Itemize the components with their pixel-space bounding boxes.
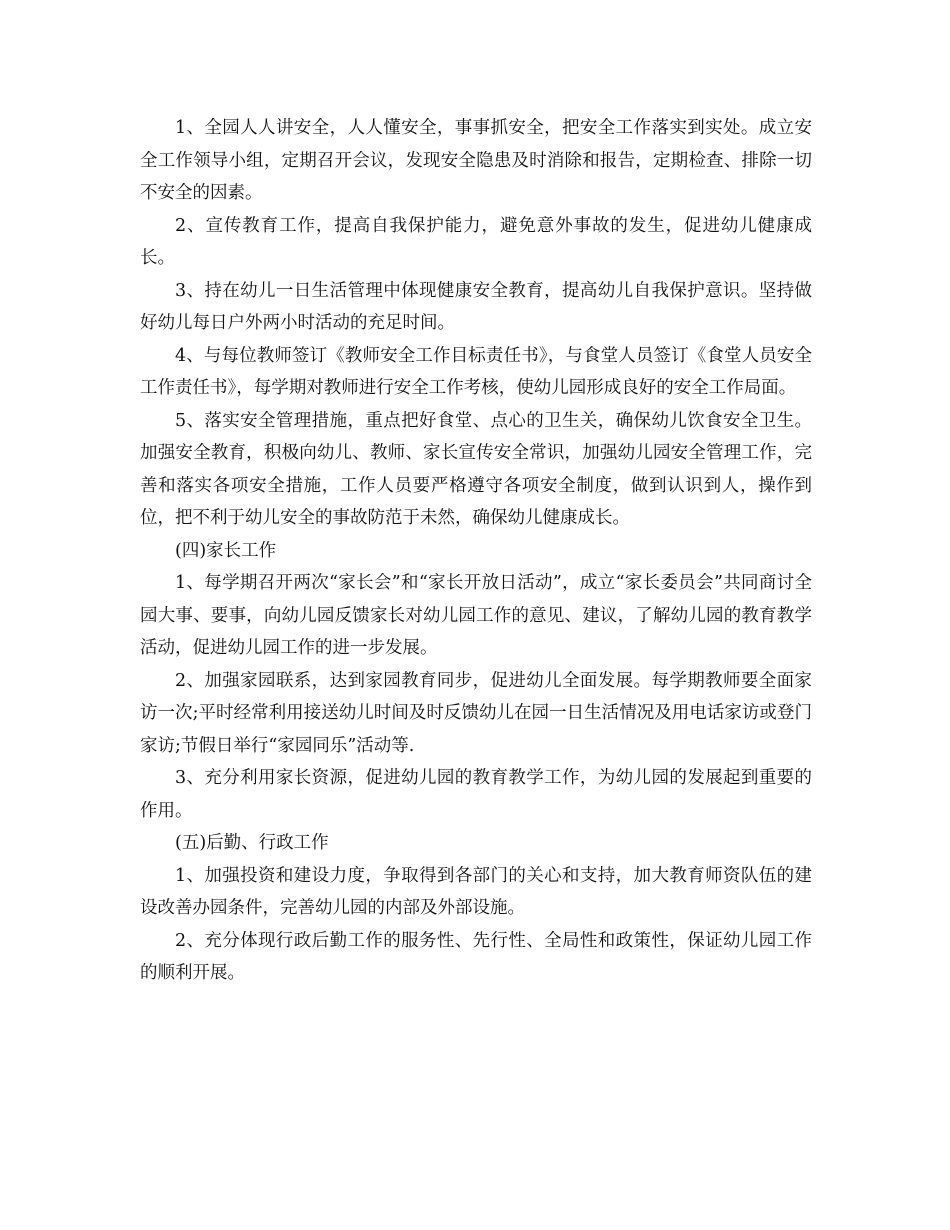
paragraph-parents-1: 1、每学期召开两次“家长会”和“家长开放日活动”，成立“家长委员会”共同商讨全园大事、要事，向幼儿园反馈家长对幼儿园工作的意见、建议，了解幼儿园的教育教学活动，促进幼儿园工作的进一步发展。 [140, 573, 812, 658]
paragraph-logistics-2: 2、充分体现行政后勤工作的服务性、先行性、全局性和政策性，保证幼儿园工作的顺利开展。 [140, 930, 812, 983]
paragraph-logistics-1: 1、加强投资和建设力度，争取得到各部门的关心和支持，加大教育师资队伍的建设改善办园条件，完善幼儿园的内部及外部设施。 [140, 865, 812, 918]
section-heading-logistics: (五)后勤、行政工作 [175, 833, 329, 853]
paragraph-parents-3: 3、充分利用家长资源，促进幼儿园的教育教学工作，为幼儿园的发展起到重要的作用。 [140, 768, 812, 821]
paragraph-safety-5: 5、落实安全管理措施，重点把好食堂、点心的卫生关，确保幼儿饮食安全卫生。加强安全教育，积极向幼儿、教师、家长宣传安全常识，加强幼儿园安全管理工作，完善和落实各项安全措施，工作人员要严格遵守各项安全制度，做到认识到人，操作到位，把不利于幼儿安全的事故防范于未然，确保幼儿健康成长。 [140, 410, 812, 528]
paragraph-safety-2: 2、宣传教育工作，提高自我保护能力，避免意外事故的发生，促进幼儿健康成长。 [140, 215, 812, 268]
document-page [140, 112, 812, 990]
paragraph-parents-2: 2、加强家园联系，达到家园教育同步，促进幼儿全面发展。每学期教师要全面家访一次;平时经常利用接送幼儿时间及时反馈幼儿在园一日生活情况及用电话家访或登门家访;节假日举行“家园同乐”活动等. [140, 670, 812, 756]
paragraph-safety-1: 1、全园人人讲安全，人人懂安全，事事抓安全，把安全工作落实到实处。成立安全工作领导小组，定期召开会议，发现安全隐患及时消除和报告，定期检查、排除一切不安全的因素。 [140, 118, 812, 203]
paragraph-safety-3: 3、持在幼儿一日生活管理中体现健康安全教育，提高幼儿自我保护意识。坚持做好幼儿每日户外两小时活动的充足时间。 [140, 280, 812, 333]
section-heading-parents: (四)家长工作 [175, 540, 277, 561]
paragraph-safety-4: 4、与每位教师签订《教师安全工作目标责任书》，与食堂人员签订《食堂人员安全工作责任书》，每学期对教师进行安全工作考核，使幼儿园形成良好的安全工作局面。 [140, 345, 812, 398]
